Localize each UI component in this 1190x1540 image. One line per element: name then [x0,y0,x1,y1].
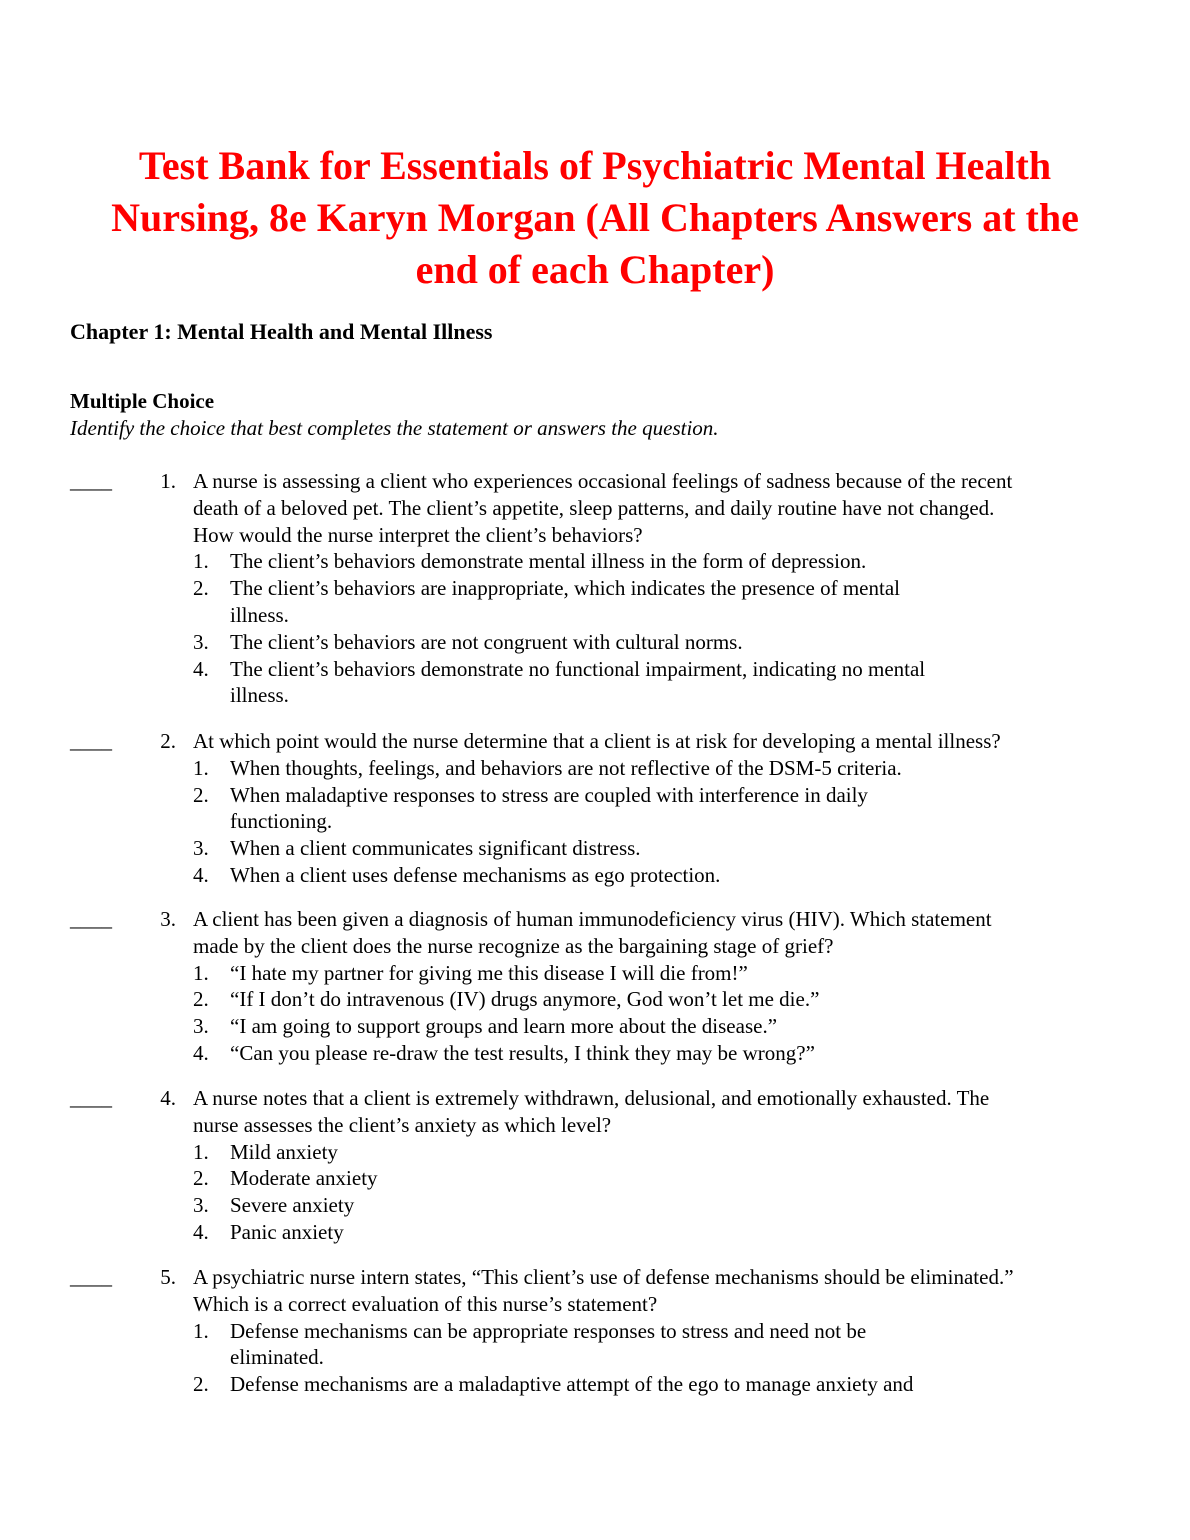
stem-line: made by the client does the nurse recognize as the bargaining stage of grief? [193,933,834,958]
document-title [40,140,1150,296]
option-line: functioning. [230,809,333,834]
answer-option [193,1165,1113,1192]
answer-option [193,1371,1113,1398]
option-number: 2. [193,987,209,1012]
option-number: 2. [193,1372,209,1397]
answer-options [193,548,1113,709]
option-line: When thoughts, feelings, and behaviors are not reflective of the DSM-5 criteria. [230,755,902,780]
option-text [230,1165,1113,1192]
option-line: Mild anxiety [230,1139,338,1164]
answer-option [193,755,1113,782]
question-number: 1. [160,469,176,493]
stem-line: nurse assesses the client’s anxiety as which level? [193,1112,612,1137]
answer-blank: ____ [70,1265,112,1289]
answer-blank: ____ [70,1086,112,1110]
answer-option [193,1219,1113,1246]
option-text [230,835,1113,862]
answer-option [193,1139,1113,1166]
title-line: Nursing, 8e Karyn Morgan (All Chapters Answers at the [111,195,1079,240]
answer-option [193,548,1113,575]
option-text [230,755,1113,782]
question-number: 4. [160,1086,176,1110]
option-line: “Can you please re-draw the test results, I think they may be wrong?” [230,1040,815,1065]
option-text [230,1192,1113,1219]
option-line: Panic anxiety [230,1219,344,1244]
option-number: 3. [193,836,209,861]
question-stem [193,728,1113,889]
option-number: 2. [193,1166,209,1191]
option-text [230,656,1113,710]
stem-line: A nurse notes that a client is extremely withdrawn, delusional, and emotionally exhausted. The [193,1086,990,1110]
stem-line: Which is a correct evaluation of this nurse’s statement? [193,1291,658,1316]
option-text [230,986,1113,1013]
option-text [230,1371,1113,1398]
stem-line: How would the nurse interpret the client’s behaviors? [193,522,643,547]
option-number: 2. [193,782,209,807]
answer-option [193,782,1113,836]
answer-option [193,986,1113,1013]
option-number: 3. [193,1193,209,1218]
title-line: end of each Chapter) [415,247,775,292]
option-number: 4. [193,1040,209,1065]
question-stem [193,1264,1113,1398]
option-number: 2. [193,576,209,601]
option-line: When maladaptive responses to stress are coupled with interference in daily [230,782,868,807]
option-line: The client’s behaviors demonstrate mental illness in the form of depression. [230,549,867,574]
question-stem [193,468,1113,709]
answer-blank: ____ [70,729,112,753]
answer-option [193,656,1113,710]
stem-line: At which point would the nurse determine that a client is at risk for developing a mental illness? [193,729,1001,753]
section-heading: Multiple Choice [70,389,215,413]
option-line: illness. [230,683,289,708]
option-line: Defense mechanisms can be appropriate responses to stress and need not be [230,1318,867,1343]
option-text [230,782,1113,836]
option-line: The client’s behaviors demonstrate no functional impairment, indicating no mental [230,656,926,681]
option-number: 4. [193,1219,209,1244]
option-number: 4. [193,862,209,887]
option-number: 1. [193,960,209,985]
option-number: 4. [193,656,209,681]
stem-line: A nurse is assessing a client who experiences occasional feelings of sadness because of the recent [193,469,1013,493]
option-line: “I hate my partner for giving me this disease I will die from!” [230,960,748,985]
option-text [230,629,1113,656]
answer-blank: ____ [70,469,112,493]
answer-option [193,1318,1113,1372]
option-line: “I am going to support groups and learn more about the disease.” [230,1014,778,1039]
option-line: When a client uses defense mechanisms as ego protection. [230,862,721,887]
option-line: The client’s behaviors are not congruent with cultural norms. [230,629,743,654]
option-text [230,1139,1113,1166]
answer-options [193,1139,1113,1246]
option-line: Defense mechanisms are a maladaptive attempt of the ego to manage anxiety and [230,1372,914,1397]
option-line: Severe anxiety [230,1193,355,1218]
option-text [230,575,1113,629]
answer-options [193,755,1113,889]
option-line: The client’s behaviors are inappropriate, which indicates the presence of mental [230,576,900,601]
answer-option [193,629,1113,656]
answer-option [193,575,1113,629]
option-number: 3. [193,629,209,654]
answer-option [193,1040,1113,1067]
title-line: Test Bank for Essentials of Psychiatric Mental Health [138,143,1052,188]
option-line: “If I don’t do intravenous (IV) drugs anymore, God won’t let me die.” [230,987,820,1012]
answer-option [193,960,1113,987]
answer-option [193,1013,1113,1040]
answer-blank: ____ [70,907,112,931]
question-stem [193,906,1113,1067]
option-number: 1. [193,755,209,780]
answer-options [193,1318,1113,1398]
option-text [230,960,1113,987]
option-text [230,548,1113,575]
stem-line: A psychiatric nurse intern states, “This client’s use of defense mechanisms should be eliminated.” [193,1265,1014,1289]
question-number: 5. [160,1265,176,1289]
option-number: 1. [193,549,209,574]
option-text [230,862,1113,889]
stem-line: A client has been given a diagnosis of human immunodeficiency virus (HIV). Which statement [193,907,992,931]
option-line: eliminated. [230,1345,324,1370]
instructions-text: Identify the choice that best completes the statement or answers the question. [70,416,719,440]
chapter-heading: Chapter 1: Mental Health and Mental Illness [70,319,493,344]
question-number: 3. [160,907,176,931]
answer-options [193,960,1113,1067]
option-line: When a client communicates significant distress. [230,836,641,861]
option-number: 1. [193,1139,209,1164]
option-number: 1. [193,1318,209,1343]
stem-line: death of a beloved pet. The client’s appetite, sleep patterns, and daily routine have not changed. [193,495,995,520]
option-text [230,1318,1113,1372]
answer-option [193,1192,1113,1219]
option-number: 3. [193,1014,209,1039]
answer-option [193,862,1113,889]
option-text [230,1219,1113,1246]
option-line: Moderate anxiety [230,1166,378,1191]
option-text [230,1013,1113,1040]
question-stem [193,1085,1113,1246]
question-number: 2. [160,729,176,753]
answer-option [193,835,1113,862]
option-line: illness. [230,602,289,627]
option-text [230,1040,1113,1067]
